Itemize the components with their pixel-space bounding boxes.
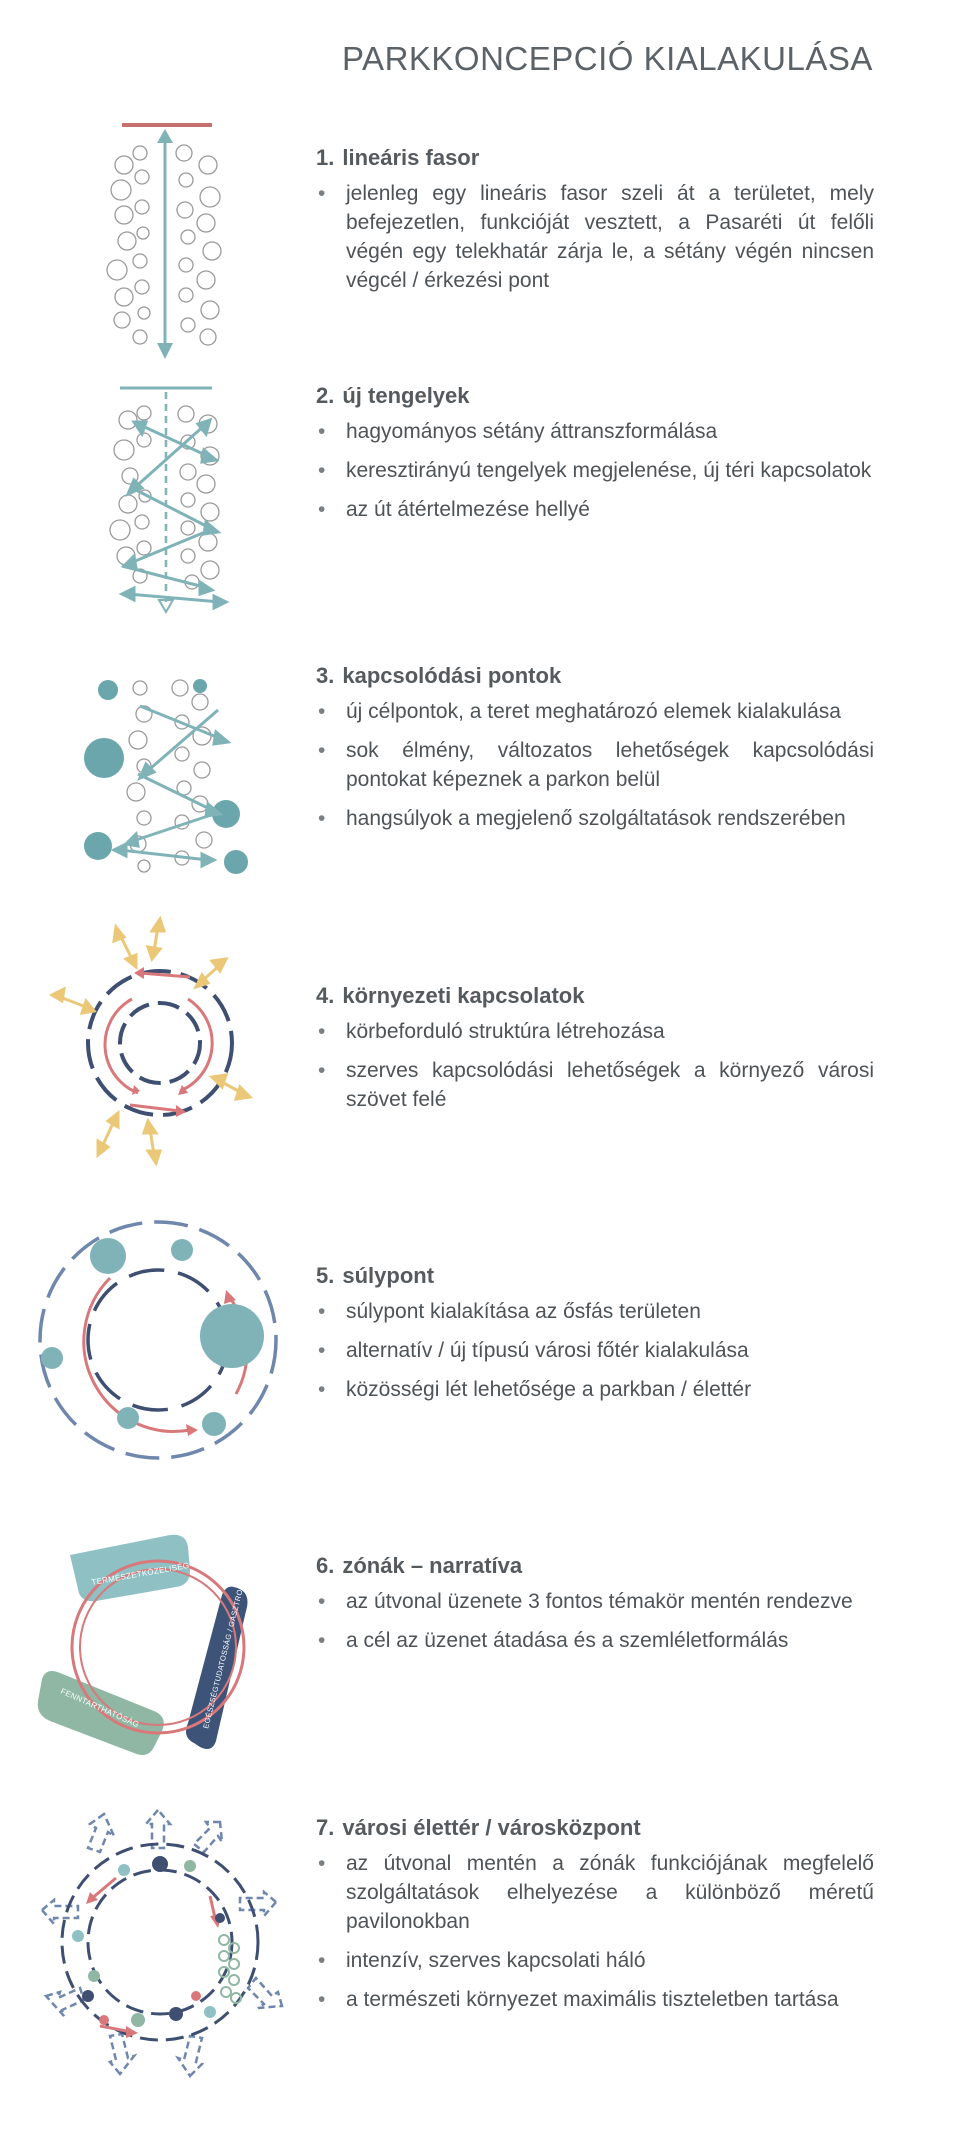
tree-row-left — [107, 146, 150, 344]
bullet-item: • sok élmény, változatos lehetőségek kapcsolódási pontokat képeznek a parkon belül — [316, 736, 874, 794]
bullet-item: • keresztirányú tengelyek megjelenése, új téri kapcsolatok — [316, 456, 874, 485]
section-1 — [316, 145, 874, 305]
cross-axes-arrows — [122, 420, 226, 608]
diagram-centre-of-gravity — [20, 1218, 300, 1463]
inner-dashed-ring — [120, 1003, 200, 1083]
outward-dashed-arrows — [42, 1810, 282, 2076]
diagram-zones-narrative — [20, 1515, 300, 1765]
diagram-connection-points — [20, 670, 300, 895]
zone-label-sustainability: FENNTARTHATÓSÁG — [59, 1686, 141, 1730]
bullet-item: • a természeti környezet maximális tiszteletben tartása — [316, 1985, 874, 2014]
bullet-item: • súlypont kialakítása az ősfás területen — [316, 1297, 874, 1326]
bullet-item: • közösségi lét lehetősége a parkban / élettér — [316, 1375, 874, 1404]
zone-label-nature: TERMÉSZETKÖZELISÉG — [90, 1560, 191, 1587]
section-title: 2. új tengelyek — [316, 383, 470, 408]
inner-dashed-ring — [88, 1870, 232, 2014]
section-title: 7. városi élettér / városközpont — [316, 1815, 641, 1840]
section-7 — [316, 1815, 874, 2024]
bullet-item: • hagyományos sétány áttranszformálása — [316, 417, 874, 446]
bullet-item: • jelenleg egy lineáris fasor szeli át a területet, mely befejezetlen, funkcióját vesztett, a Pasaréti út felőli végén egy telekhatár zárja le, a sétány végén nincsen végcél / érkezési pont — [316, 179, 874, 295]
circulation-arrow-right — [180, 999, 212, 1091]
page-title: PARKKONCEPCIÓ KIALAKULÁSA — [342, 40, 873, 77]
bullet-item: • intenzív, szerves kapcsolati háló — [316, 1946, 874, 1975]
diagram-new-axes — [20, 380, 300, 620]
bullet-item: • körbeforduló struktúra létrehozása — [316, 1017, 874, 1046]
bullet-item: • az útvonal üzenete 3 fontos témakör mentén rendezve — [316, 1587, 874, 1616]
section-6 — [316, 1553, 874, 1665]
section-2 — [316, 383, 874, 534]
connection-points — [84, 679, 248, 874]
small-pavilions — [219, 1935, 241, 2003]
section-3 — [316, 663, 874, 843]
connection-arrows — [114, 706, 228, 866]
outer-dashed-ring — [88, 971, 232, 1115]
section-5 — [316, 1263, 874, 1414]
section-title: 6. zónák – narratíva — [316, 1553, 523, 1578]
activity-nodes — [41, 1238, 264, 1436]
bullet-item: • az út átértelmezése hellyé — [316, 495, 874, 524]
bullet-item: • az útvonal mentén a zónák funkciójának megfelelő szolgáltatások elhelyezése a különböző méretű pavilonokban — [316, 1849, 874, 1936]
alley-axis-arrow — [157, 129, 173, 359]
bullet-item: • a cél az üzenet átadása és a szemléletformálás — [316, 1626, 874, 1655]
diagram-environment-links — [20, 915, 300, 1170]
bullet-item: • alternatív / új típusú városi főtér kialakulása — [316, 1336, 874, 1365]
section-title: 5. súlypont — [316, 1263, 435, 1288]
diagram-linear-alley — [20, 115, 300, 365]
outward-arrows — [52, 919, 250, 1163]
zone-label-health: EGÉSZSÉGTUDATOSSÁG / GASZTRONÓMIA — [201, 1563, 251, 1730]
bullet-item: • új célpontok, a teret meghatározó elemek kialakulása — [316, 697, 874, 726]
bullet-item: • hangsúlyok a megjelenő szolgáltatások rendszerében — [316, 804, 874, 833]
section-4 — [316, 983, 874, 1124]
tree-row-right — [176, 145, 221, 345]
section-title: 3. kapcsolódási pontok — [316, 663, 562, 688]
section-title: 4. környezeti kapcsolatok — [316, 983, 585, 1008]
section-title: 1. lineáris fasor — [316, 145, 480, 170]
bullet-item: • szerves kapcsolódási lehetőségek a környező városi szövet felé — [316, 1056, 874, 1114]
diagram-urban-living-space — [20, 1800, 300, 2085]
